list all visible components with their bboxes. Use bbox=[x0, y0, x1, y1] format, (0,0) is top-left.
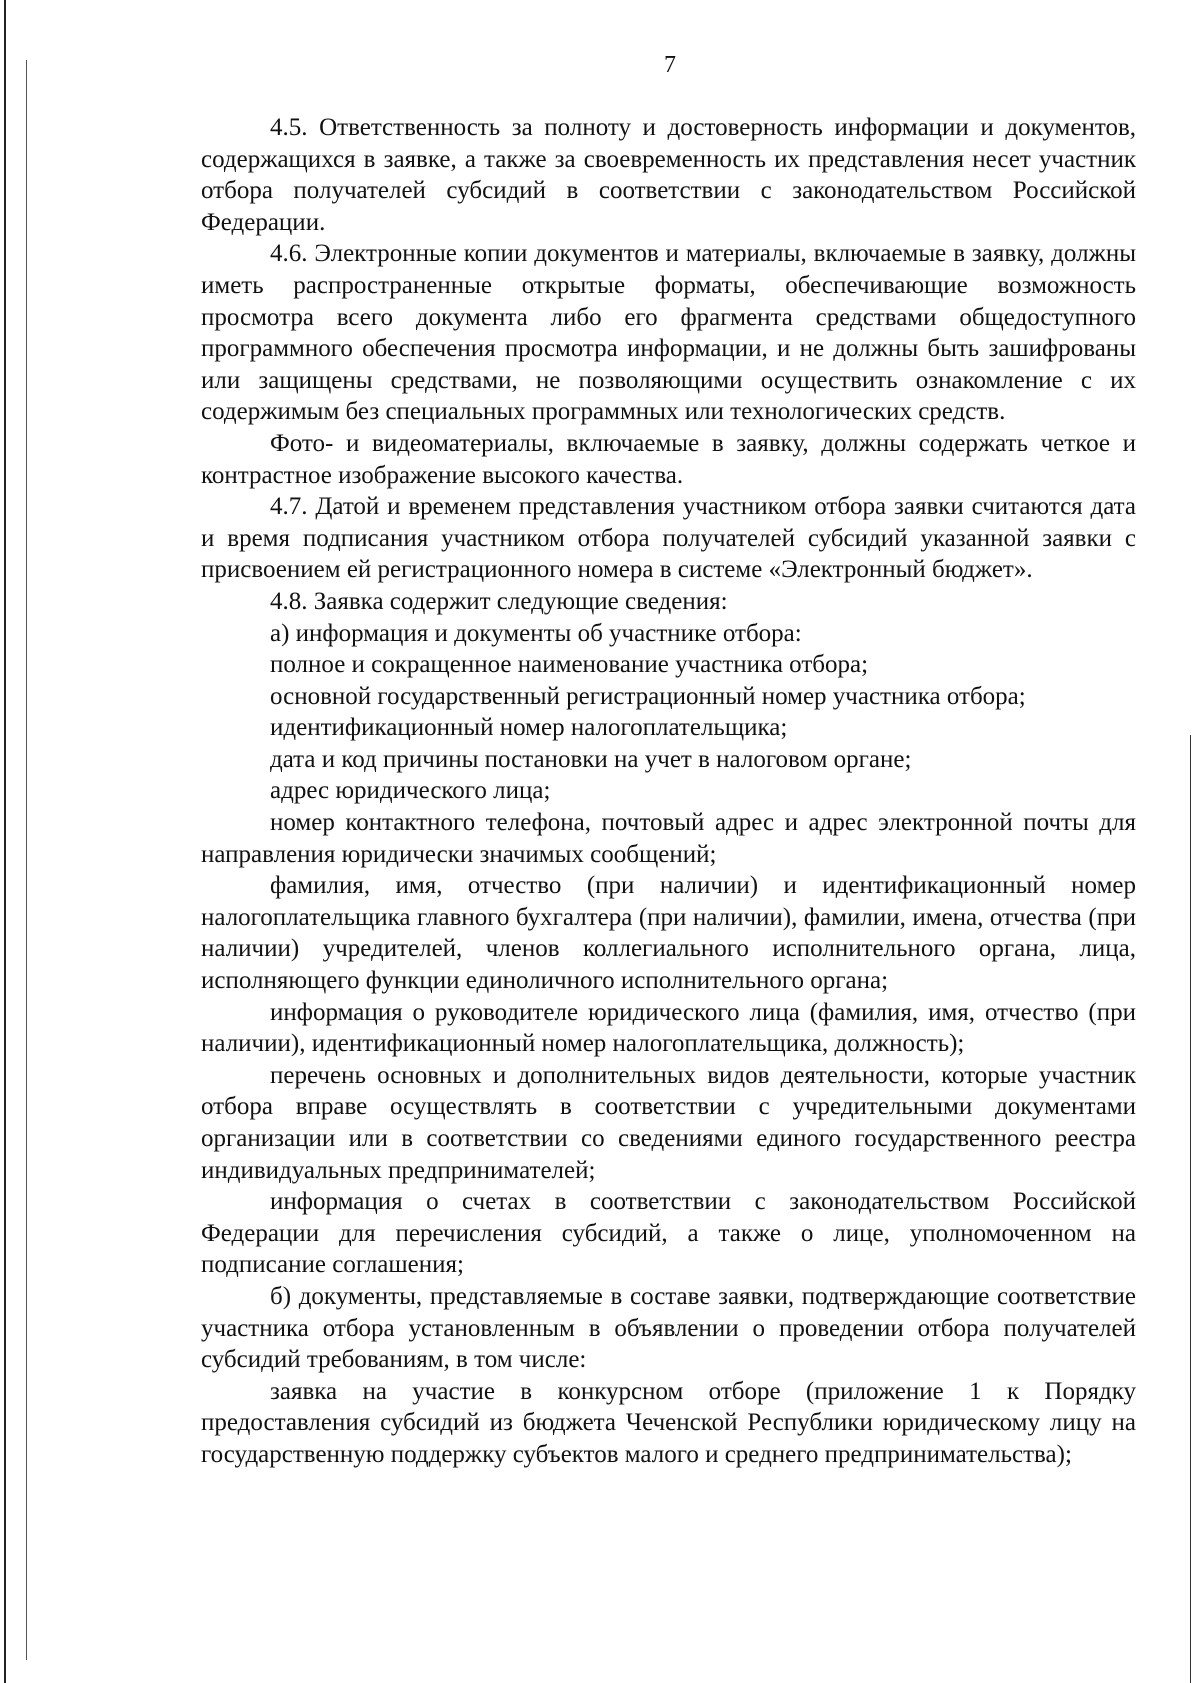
list-item: информация о счетах в соответствии с законодательством Российской Федерации для перечисления субсидий, а также о лице, уполномоченном на подписание соглашения; bbox=[201, 1188, 1136, 1279]
paragraph-photo-video: Фото- и видеоматериалы, включаемые в заявку, должны содержать четкое и контрастное изображение высокого качества. bbox=[201, 429, 1136, 489]
paragraph-4-8: 4.8. Заявка содержит следующие сведения: bbox=[270, 587, 728, 615]
list-item: информация о руководителе юридического лица (фамилия, имя, отчество (при наличии), идентификационный номер налогоплательщика, должность); bbox=[201, 998, 1136, 1058]
list-item: основной государственный регистрационный номер участника отбора; bbox=[270, 682, 1026, 710]
list-item: заявка на участие в конкурсном отборе (приложение 1 к Порядку предоставления субсидий из бюджета Чеченской Республики юридическому лицу на государственную поддержку субъектов малого и среднего предпринимательства); bbox=[201, 1377, 1136, 1468]
scan-edge-left bbox=[4, 0, 6, 1683]
scan-edge-inner bbox=[26, 60, 27, 1660]
list-item: адрес юридического лица; bbox=[270, 777, 551, 805]
list-item: фамилия, имя, отчество (при наличии) и идентификационный номер налогоплательщика главного бухгалтера (при наличии), фамилии, имена, отчества (при наличии) учредителей, членов коллегиального исполнительного органа, лица, исполняющего функции единоличного исполнительного органа; bbox=[201, 872, 1136, 995]
paragraph-4-6: 4.6. Электронные копии документов и материалы, включаемые в заявку, должны иметь распространенные открытые форматы, обеспечивающие возможность просмотра всего документа либо его фрагмента средствами общедоступного программного обеспечения просмотра информации, и не должны быть зашифрованы или защищены средствами, не позволяющими осуществить ознакомление с их содержимым без специальных программных или технологических средств. bbox=[201, 240, 1136, 426]
document-body bbox=[201, 112, 1136, 1471]
list-item: перечень основных и дополнительных видов деятельности, которые участник отбора вправе осуществлять в соответствии с учредительными документами организации или в соответствии со сведениями единого государственного реестра индивидуальных предпринимателей; bbox=[201, 1061, 1136, 1184]
list-item: идентификационный номер налогоплательщика; bbox=[270, 714, 788, 742]
list-item: номер контактного телефона, почтовый адрес и адрес электронной почты для направления юридически значимых сообщений; bbox=[201, 809, 1136, 868]
paragraph-4-7: 4.7. Датой и временем представления участником отбора заявки считаются дата и время подписания участником отбора получателей субсидий указанной заявки с присвоением ей регистрационного номера в системе «Электронный бюджет». bbox=[201, 493, 1136, 584]
list-heading-a: а) информация и документы об участнике отбора: bbox=[270, 619, 802, 647]
paragraph-4-5: 4.5. Ответственность за полноту и достоверность информации и документов, содержащихся в заявке, а также за своевременность их представления несет участник отбора получателей субсидий в соответствии с законодательством Российской Федерации. bbox=[201, 114, 1136, 236]
list-heading-b: б) документы, представляемые в составе заявки, подтверждающие соответствие участника отбора установленным в объявлении о проведении отбора получателей субсидий требованиям, в том числе: bbox=[201, 1282, 1136, 1374]
list-item: дата и код причины постановки на учет в налоговом органе; bbox=[270, 745, 912, 773]
page-number: 7 bbox=[664, 52, 676, 78]
scan-edge-right bbox=[1190, 735, 1191, 1683]
list-item: полное и сокращенное наименование участника отбора; bbox=[270, 651, 869, 679]
